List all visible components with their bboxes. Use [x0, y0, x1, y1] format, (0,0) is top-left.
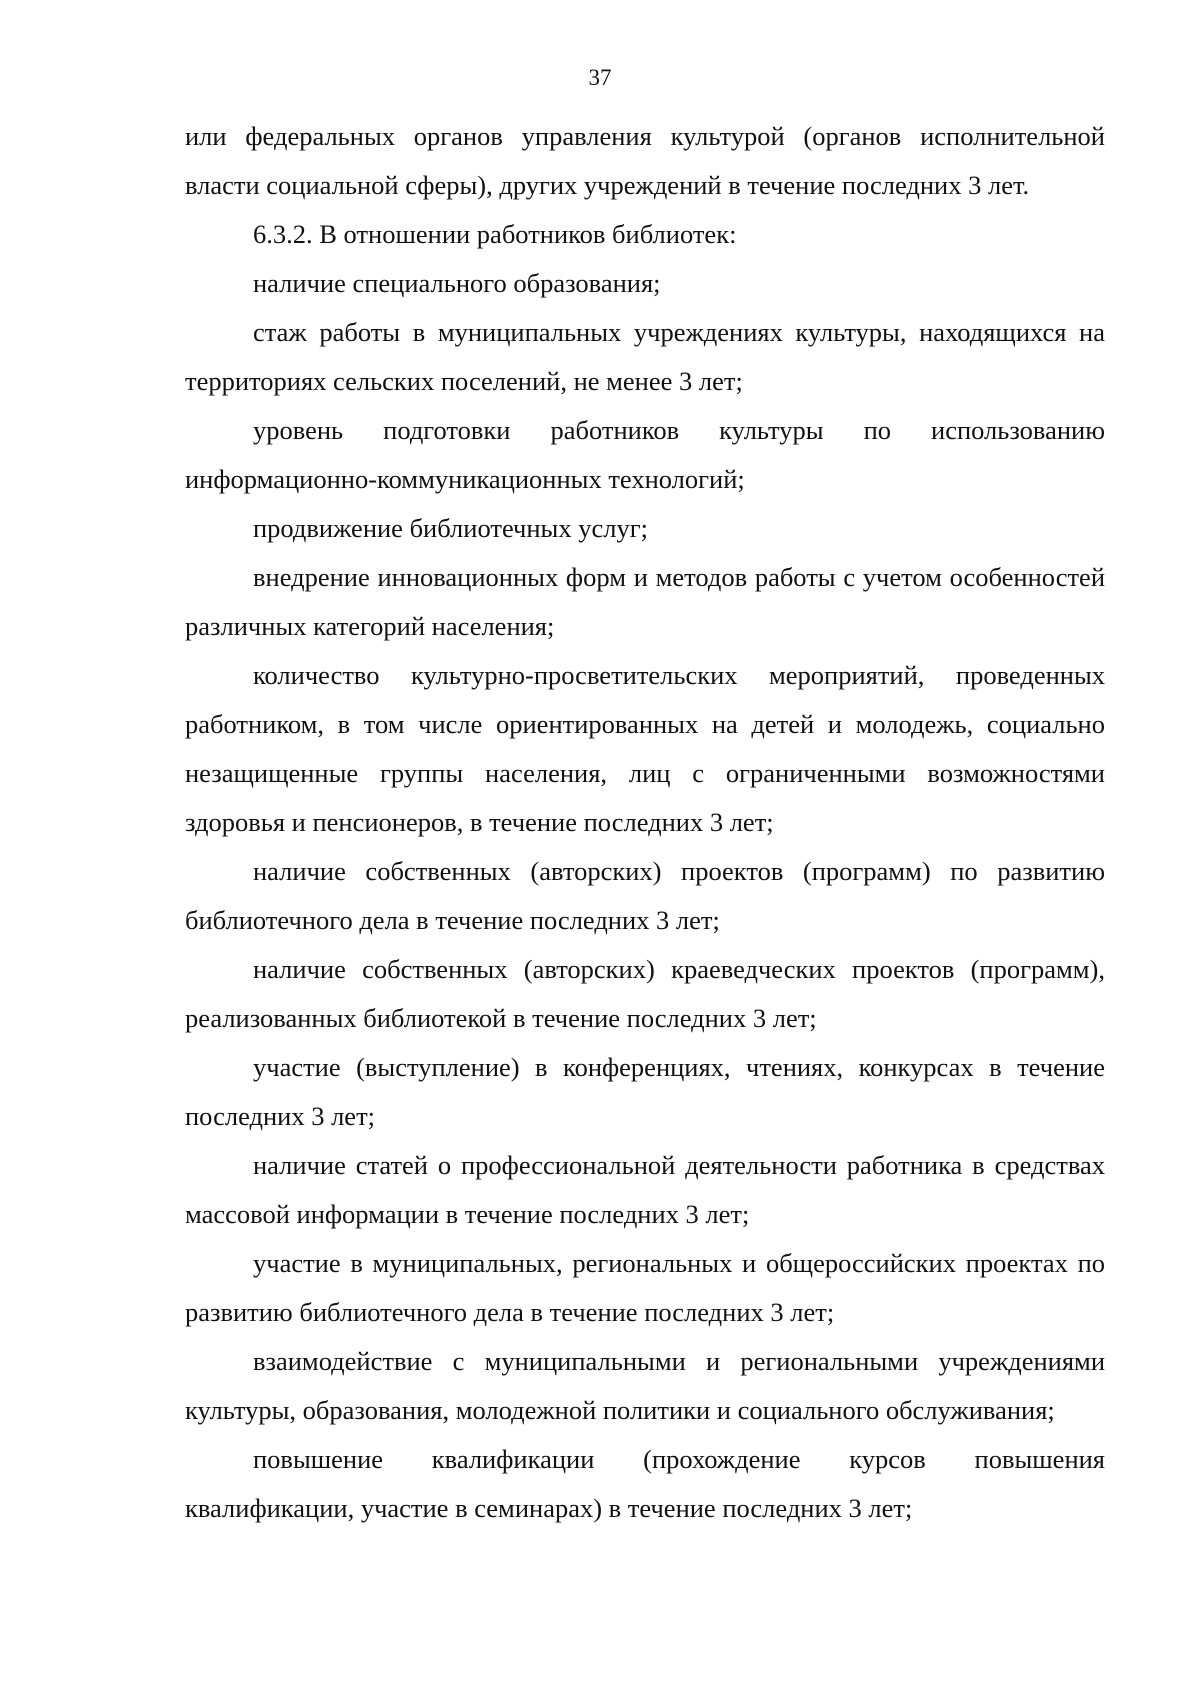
criterion-institutional-cooperation: взаимодействие с муниципальными и региональными учреждениями культуры, образования, молодежной политики и социального обслуживания;	[185, 1346, 1105, 1425]
criterion-special-education: наличие специального образования;	[253, 268, 661, 298]
criterion-library-services-promotion: продвижение библиотечных услуг;	[253, 513, 648, 543]
criterion-educational-events: количество культурно-просветительских мероприятий, проведенных работником, в том числе ориентированных на детей и молодежь, социально незащищенные группы населения, лиц с ограниченными возможностями здоровья и пенсионеров, в течение последних 3 лет;	[185, 660, 1105, 837]
criterion-conference-participation: участие (выступление) в конференциях, чтениях, конкурсах в течение последних 3 лет;	[185, 1052, 1105, 1131]
criterion-professional-development: повышение квалификации (прохождение курсов повышения квалификации, участие в семинарах) в течение последних 3 лет;	[185, 1444, 1105, 1523]
criterion-own-projects: наличие собственных (авторских) проектов (программ) по развитию библиотечного дела в течение последних 3 лет;	[185, 856, 1105, 935]
body-text	[185, 112, 1105, 1533]
criterion-media-articles: наличие статей о профессиональной деятельности работника в средствах массовой информации в течение последних 3 лет;	[185, 1150, 1105, 1229]
paragraph-continuation: или федеральных органов управления культурой (органов исполнительной власти социальной сферы), других учреждений в течение последних 3 лет.	[185, 121, 1105, 200]
criterion-work-experience: стаж работы в муниципальных учреждениях культуры, находящихся на территориях сельских поселений, не менее 3 лет;	[185, 317, 1105, 396]
page-number: 37	[588, 65, 612, 90]
criterion-innovative-methods: внедрение инновационных форм и методов работы с учетом особенностей различных категорий населения;	[185, 562, 1105, 641]
criterion-local-history-projects: наличие собственных (авторских) краеведческих проектов (программ), реализованных библиотекой в течение последних 3 лет;	[185, 954, 1105, 1033]
criterion-ict-training: уровень подготовки работников культуры по использованию информационно-коммуникационных технологий;	[185, 415, 1105, 494]
criterion-project-participation: участие в муниципальных, региональных и общероссийских проектах по развитию библиотечного дела в течение последних 3 лет;	[185, 1248, 1105, 1327]
section-heading-6-3-2: 6.3.2. В отношении работников библиотек:	[253, 219, 737, 249]
